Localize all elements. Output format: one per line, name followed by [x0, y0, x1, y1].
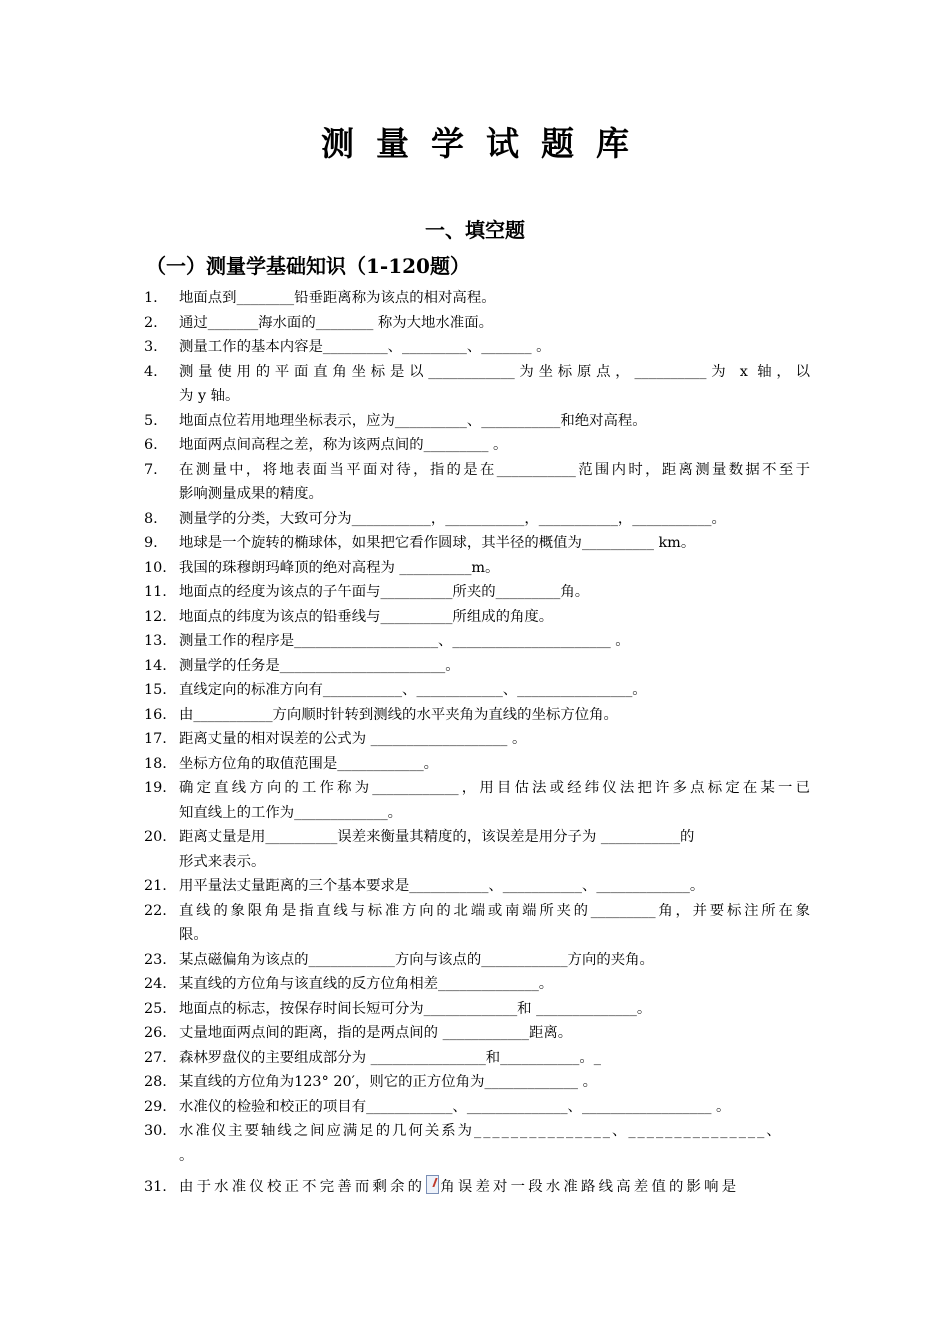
question-number: 28. — [144, 1074, 167, 1090]
question-item — [140, 335, 810, 360]
question-text: 水准仪的检验和校正的项目有____________、______________、__________________ 。 — [179, 1098, 731, 1115]
question-continuation: 知直线上的工作为_____________。 — [179, 804, 403, 821]
question-text: 通过_______海水面的________ 称为大地水准面。 — [179, 314, 493, 331]
question-number: 24. — [144, 976, 167, 992]
question-continuation: 为 y 轴。 — [179, 388, 240, 404]
question-item — [140, 727, 810, 752]
question-number: 6. — [144, 437, 158, 453]
question-text: 测量使用的平面直角坐标是以____________为坐标原点，__________为 x 轴，以 — [179, 363, 810, 380]
question-item — [140, 997, 810, 1022]
question-item — [140, 605, 810, 630]
question-text: 某直线的方位角为123° 20′，则它的正方位角为_____________ 。 — [179, 1074, 597, 1090]
question-text: 地面点到________铅垂距离称为该点的相对高程。 — [179, 290, 496, 306]
question-item — [140, 360, 810, 409]
question-item — [140, 556, 810, 581]
question-text: 确定直线方向的工作称为____________，用目估法或经纬仪法把许多点标定在某一已 — [179, 780, 810, 796]
question-item — [140, 629, 810, 654]
question-text: 测量学的任务是_______________________。 — [179, 657, 460, 674]
question-item — [140, 507, 810, 532]
question-item — [140, 874, 810, 899]
question-number: 4. — [144, 363, 158, 380]
question-text: 距离丈量的相对误差的公式为 ___________________ 。 — [179, 731, 527, 747]
question-item — [140, 1175, 810, 1200]
question-number: 30. — [144, 1123, 167, 1139]
question-number: 12. — [144, 608, 167, 625]
question-item — [140, 458, 810, 507]
question-item — [140, 948, 810, 973]
question-item — [140, 776, 810, 825]
question-number: 16. — [144, 706, 167, 723]
question-text: 森林罗盘仪的主要组成部分为 ________________和___________。_ — [179, 1049, 601, 1066]
question-number: 5. — [144, 412, 158, 429]
question-text: 地面点的纬度为该点的铅垂线与__________所组成的角度。 — [179, 608, 554, 625]
question-number: 22. — [144, 902, 167, 919]
question-number: 9. — [144, 535, 158, 551]
question-text: 直线的象限角是指直线与标准方向的北端或南端所夹的_________角，并要标注所在象 — [179, 902, 810, 919]
question-item — [140, 1119, 810, 1168]
question-number: 31. — [144, 1179, 167, 1195]
question-text: 由___________方向顺时针转到测线的水平夹角为直线的坐标方位角。 — [179, 706, 618, 723]
question-text: 地球是一个旋转的椭球体，如果把它看作圆球，其半径的概值为__________ km。 — [179, 535, 696, 551]
question-text: 地面点位若用地理坐标表示，应为__________、___________和绝对高程。 — [179, 412, 647, 429]
section-heading: 一、填空题 — [425, 218, 525, 242]
question-continuation: 形式来表示。 — [179, 853, 266, 870]
question-item — [140, 752, 810, 777]
question-item — [140, 678, 810, 703]
question-text: 地面点的经度为该点的子午面与__________所夹的_________角。 — [179, 584, 590, 600]
question-text: 在测量中，将地表面当平面对待，指的是在___________范围内时，距离测量数据不至于 — [179, 461, 810, 478]
question-number: 13. — [144, 633, 167, 649]
document-title: 测量学试题库 — [321, 124, 651, 163]
question-text — [179, 1175, 810, 1200]
question-text: 测量学的分类，大致可分为___________，___________，___________，___________。 — [179, 510, 726, 527]
question-number: 17. — [144, 731, 167, 747]
question-item — [140, 899, 810, 948]
question-number: 15. — [144, 682, 167, 698]
question-number: 26. — [144, 1025, 167, 1041]
question-item — [140, 825, 810, 874]
question-number: 20. — [144, 829, 167, 845]
question-item — [140, 433, 810, 458]
question-item — [140, 311, 810, 336]
question-number: 21. — [144, 878, 167, 894]
subsection-heading: （一）测量学基础知识（1-120题） — [146, 254, 470, 278]
question-number: 7. — [144, 461, 158, 478]
question-text: 坐标方位角的取值范围是____________。 — [179, 755, 439, 772]
question-list — [140, 286, 810, 1200]
question-continuation: 。 — [179, 1147, 194, 1164]
question-text: 丈量地面两点间的距离，指的是两点间的 ____________距离。 — [179, 1025, 573, 1041]
question-item — [140, 286, 810, 311]
question-item — [140, 580, 810, 605]
question-number: 19. — [144, 780, 167, 796]
question-item — [140, 1021, 810, 1046]
question-number: 18. — [144, 755, 167, 772]
question-number: 14. — [144, 657, 167, 674]
question-text: 用平量法丈量距离的三个基本要求是___________、___________、_____________。 — [179, 878, 705, 894]
question-text: 水准仪主要轴线之间应满足的几何关系为_______________、_______________、 — [179, 1123, 783, 1139]
question-number: 29. — [144, 1098, 167, 1115]
question-item — [140, 654, 810, 679]
question-text: 测量工作的基本内容是_________、_________、_______ 。 — [179, 339, 551, 355]
question-item — [140, 1070, 810, 1095]
question-item — [140, 531, 810, 556]
question-continuation: 限。 — [179, 927, 208, 943]
question-number: 10. — [144, 559, 167, 576]
inline-image-icon — [426, 1175, 439, 1194]
question-number: 25. — [144, 1000, 167, 1017]
question-number: 23. — [144, 951, 167, 968]
question-text: 某直线的方位角与该直线的反方位角相差______________。 — [179, 976, 554, 992]
question-text-part: 角误差对一段水准路线高差值的影响是 — [440, 1179, 740, 1195]
question-number: 3. — [144, 339, 158, 355]
question-text: 直线定向的标准方向有___________、____________、________________。 — [179, 682, 647, 698]
question-item — [140, 1046, 810, 1071]
question-text: 地面点的标志，按保存时间长短可分为_____________和 ______________。 — [179, 1000, 652, 1017]
question-item — [140, 703, 810, 728]
question-text: 我国的珠穆朗玛峰顶的绝对高程为 __________m。 — [179, 559, 500, 576]
question-text: 地面两点间高程之差，称为该两点间的_________ 。 — [179, 437, 508, 453]
question-text: 距离丈量是用__________误差来衡量其精度的，该误差是用分子为 ___________的 — [179, 829, 695, 845]
question-number: 11. — [144, 584, 167, 600]
question-number: 8. — [144, 510, 158, 527]
question-text-part: 由于水准仪校正不完善而剩余的 — [179, 1179, 426, 1195]
question-item — [140, 972, 810, 997]
question-item — [140, 409, 810, 434]
question-text: 某点磁偏角为该点的____________方向与该点的____________方向的夹角。 — [179, 951, 654, 968]
question-number: 2. — [144, 314, 158, 331]
question-continuation: 影响测量成果的精度。 — [179, 486, 323, 502]
question-item — [140, 1095, 810, 1120]
question-number: 1. — [144, 290, 158, 306]
question-number: 27. — [144, 1049, 167, 1066]
question-text: 测量工作的程序是____________________、______________________ 。 — [179, 633, 630, 649]
